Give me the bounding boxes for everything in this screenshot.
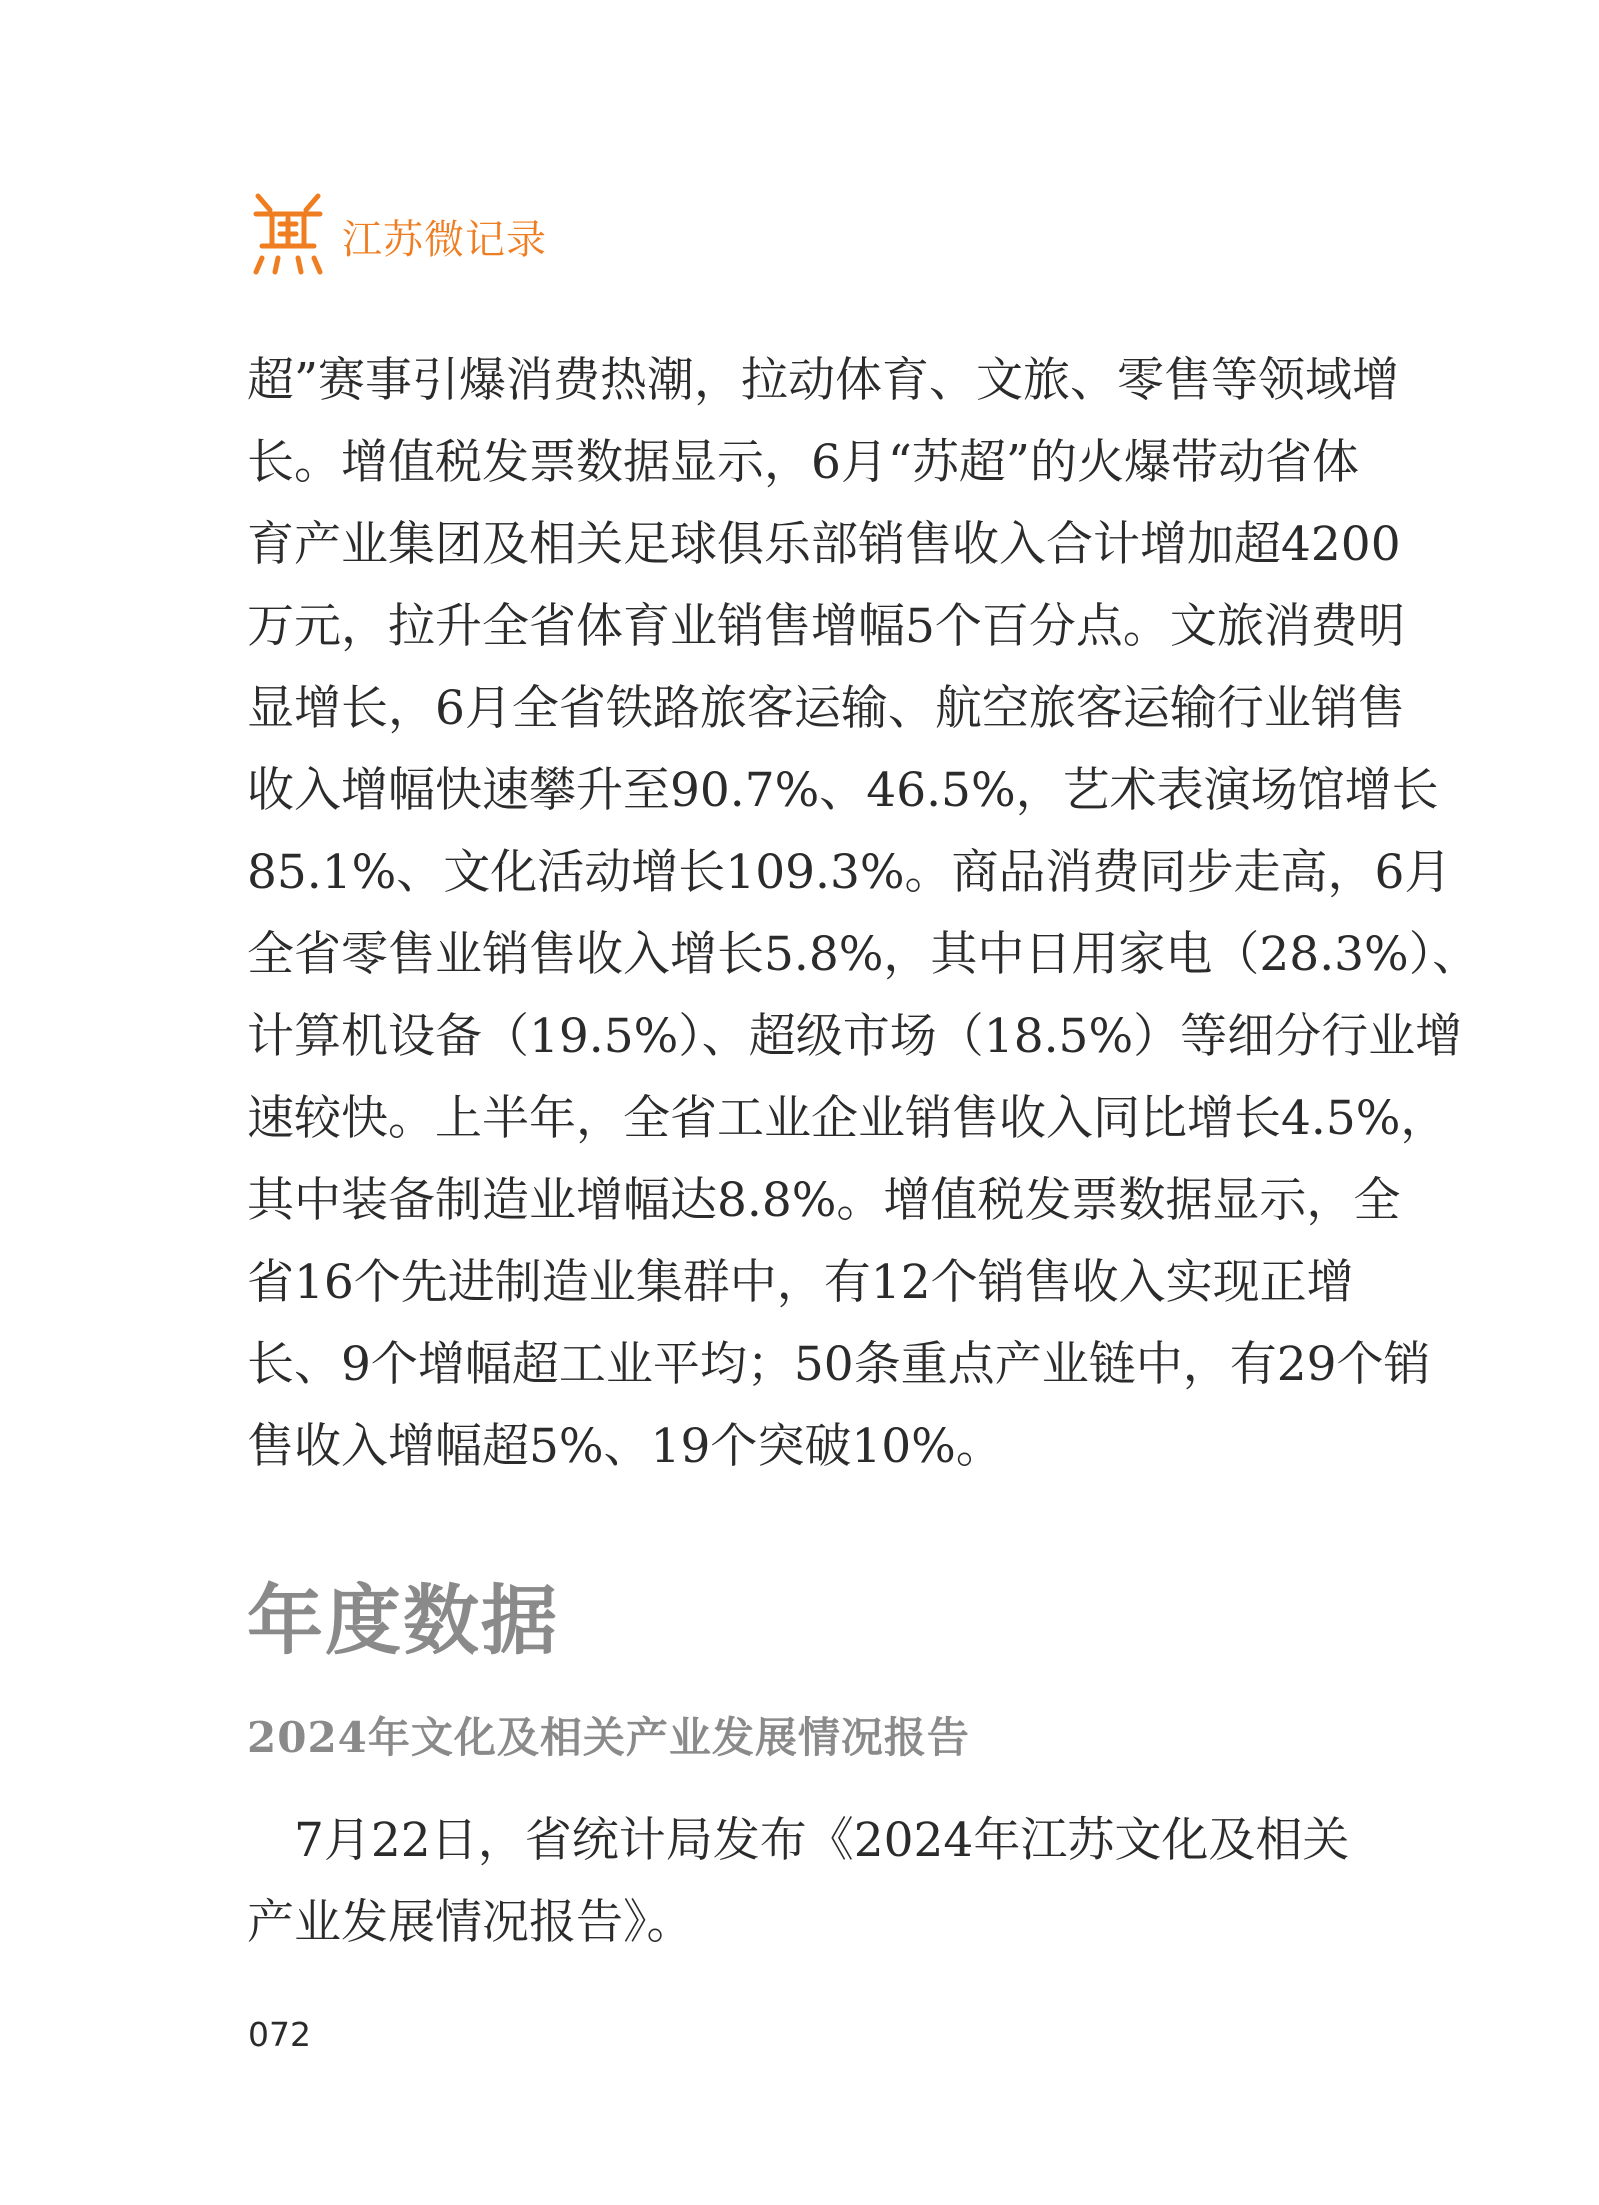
body-line: 其中装备制造业增幅达8.8%。增值税发票数据显示，全 (247, 1173, 1401, 1228)
body-line: 产业发展情况报告》。 (247, 1895, 694, 1950)
body-line: 长。增值税发票数据显示，6月“苏超”的火爆带动省体 (247, 435, 1359, 490)
page-header (248, 183, 547, 283)
body-line: 显增长，6月全省铁路旅客运输、航空旅客运输行业销售 (247, 681, 1405, 736)
body-line: 育产业集团及相关足球俱乐部销售收入合计增加超4200 (247, 517, 1401, 572)
body-line: 7月22日，省统计局发布《2024年江苏文化及相关 (247, 1813, 1350, 1868)
body-line: 计算机设备（19.5%）、超级市场（18.5%）等细分行业增 (247, 1009, 1463, 1064)
swallow-logo-icon (248, 188, 328, 278)
body-line: 售收入增幅超5%、19个突破10%。 (247, 1419, 1003, 1474)
sub-heading: 2024年文化及相关产业发展情况报告 (247, 1713, 970, 1762)
page-number: 072 (248, 2015, 311, 2054)
section-heading: 年度数据 (247, 1576, 559, 1665)
body-line: 收入增幅快速攀升至90.7%、46.5%，艺术表演场馆增长 (247, 763, 1439, 818)
body-line: 85.1%、文化活动增长109.3%。商品消费同步走高，6月 (247, 845, 1452, 900)
report-paragraph (247, 1800, 1350, 1964)
body-line: 长、9个增幅超工业平均；50条重点产业链中，有29个销 (247, 1337, 1431, 1392)
body-line: 省16个先进制造业集群中，有12个销售收入实现正增 (247, 1255, 1354, 1310)
body-line: 速较快。上半年，全省工业企业销售收入同比增长4.5%， (247, 1091, 1448, 1146)
body-paragraph (247, 340, 1480, 1488)
body-line: 全省零售业销售收入增长5.8%，其中日用家电（28.3%）、 (247, 927, 1480, 982)
body-line: 超”赛事引爆消费热潮，拉动体育、文旅、零售等领域增 (247, 353, 1400, 408)
header-title: 江苏微记录 (342, 216, 547, 263)
body-line: 万元，拉升全省体育业销售增幅5个百分点。文旅消费明 (247, 599, 1405, 654)
